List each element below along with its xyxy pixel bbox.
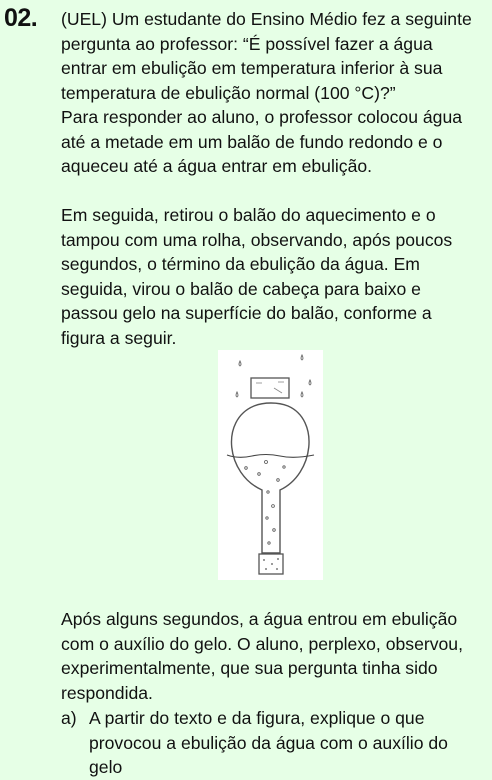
text-line: passou gelo na superfície do balão, conforme a [61, 303, 432, 323]
text-line: tampou com uma rolha, observando, após poucos [61, 229, 453, 250]
question-procedure-paragraph [61, 203, 487, 350]
text-line: até a metade em um balão de fundo redondo e o [61, 131, 443, 152]
flask-body [231, 403, 309, 553]
text-line: gelo [89, 757, 123, 777]
water-drop [236, 392, 238, 397]
text-line: com o auxílio do gelo. O aluno, perplexo, observou, [61, 633, 463, 654]
text-line: provocou a ebulição da água com o auxílio do [89, 732, 448, 753]
water-drop [301, 355, 303, 360]
text-line: Após alguns segundos, a água entrou em ebulição [61, 609, 458, 629]
text-line: experimentalmente, que sua pergunta tinha sido [61, 658, 438, 678]
text-line: aqueceu até a água entrar em ebulição. [61, 156, 373, 176]
text-line: A partir do texto e da figura, explique o que [89, 708, 425, 728]
cork-stopper [259, 554, 283, 574]
question-result-paragraph [61, 607, 487, 705]
ice-cube [251, 378, 289, 398]
item-text [89, 706, 489, 780]
water-drop [239, 361, 241, 366]
text-line: segundos, o término da ebulição da água. Em [61, 254, 420, 274]
water-drop [301, 392, 303, 397]
flask-illustration [218, 350, 323, 580]
text-line: entrar em ebulição em temperatura inferior à sua [61, 58, 443, 78]
question-number: 02. [4, 4, 38, 32]
text-line: Para responder ao aluno, o professor colocou água [61, 107, 463, 127]
text-line: temperatura de ebulição normal (100 °C)?” [61, 82, 396, 103]
text-line: pergunta ao professor: “É possível fazer a água [61, 33, 433, 54]
text-line: Em seguida, retirou o balão do aquecimento e o [61, 205, 436, 225]
text-line: respondida. [61, 682, 153, 703]
item-marker: a) [61, 708, 77, 728]
text-line: (UEL) Um estudante do Ensino Médio fez a seguinte [61, 9, 472, 29]
water-drop [309, 380, 311, 385]
text-line: seguida, virou o balão de cabeça para baixo e [61, 278, 421, 299]
text-line: figura a seguir. [61, 327, 177, 348]
question-intro-paragraph [61, 7, 487, 179]
inverted-flask-figure [218, 350, 323, 580]
